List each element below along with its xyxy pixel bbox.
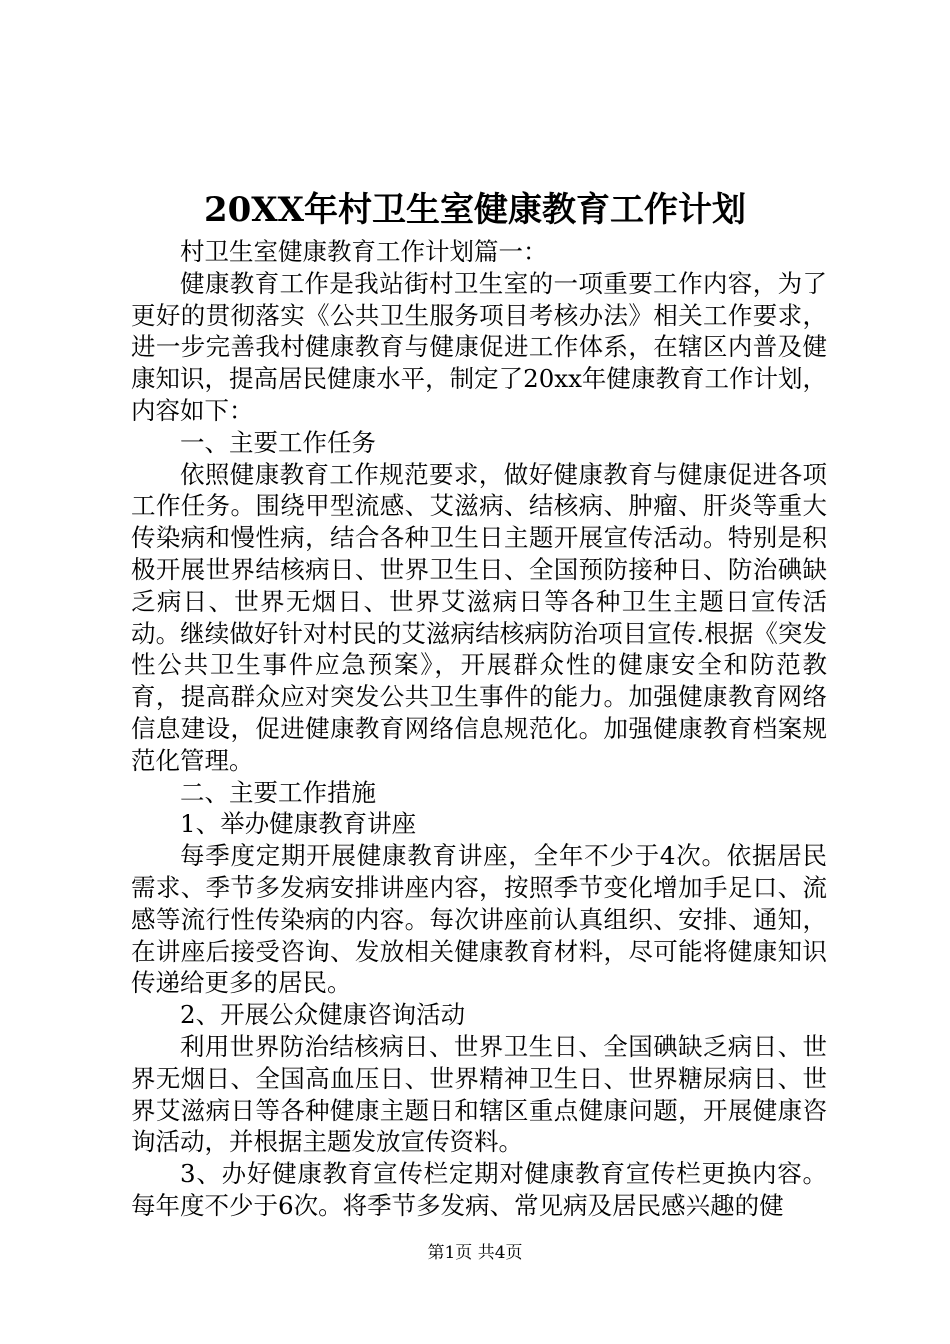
page-footer bbox=[0, 1241, 950, 1265]
item-1-paragraph: 每季度定期开展健康教育讲座，全年不少于4次。依据居民需求、季节多发病安排讲座内容，按照季节变化增加手足口、流感等流行性传染病的内容。每次讲座前认真组织、安排、通知，在讲座后接受咨询、发放相关健康教育材料，尽可能将健康知识传递给更多的居民。 bbox=[131, 841, 827, 998]
document-title: 20XX年村卫生室健康教育工作计划 bbox=[203, 190, 747, 230]
section-2-heading: 二、主要工作措施 bbox=[180, 777, 376, 807]
intro-paragraph: 健康教育工作是我站街村卫生室的一项重要工作内容，为了更好的贯彻落实《公共卫生服务项目考核办法》相关工作要求，进一步完善我村健康教育与健康促进工作体系，在辖区内普及健康知识，提高居民健康水平，制定了20xx年健康教育工作计划，内容如下： bbox=[131, 268, 827, 425]
item-2-heading: 2、开展公众健康咨询活动 bbox=[180, 1000, 466, 1030]
item-2-paragraph: 利用世界防治结核病日、世界卫生日、全国碘缺乏病日、世界无烟日、全国高血压日、世界精神卫生日、世界糖尿病日、世界艾滋病日等各种健康主题日和辖区重点健康问题，开展健康咨询活动，并根据主题发放宣传资料。 bbox=[131, 1031, 827, 1157]
intro-heading: 村卫生室健康教育工作计划篇一： bbox=[180, 237, 548, 266]
item-1-heading: 1、举办健康教育讲座 bbox=[180, 809, 417, 839]
page-number: 第1页 共4页 bbox=[427, 1243, 523, 1263]
section-1-paragraph: 依照健康教育工作规范要求，做好健康教育与健康促进各项工作任务。围绕甲型流感、艾滋病、结核病、肿瘤、肝炎等重大传染病和慢性病，结合各种卫生日主题开展宣传活动。特别是积极开展世界结核病日、世界卫生日、全国预防接种日、防治碘缺乏病日、世界无烟日、世界艾滋病日等各种卫生主题日宣传活动。继续做好针对村民的艾滋病结核病防治项目宣传.根据《突发性公共卫生事件应急预案》，开展群众性的健康安全和防范教育，提高群众应对突发公共卫生事件的能力。加强健康教育网络信息建设，促进健康教育网络信息规范化。加强健康教育档案规范化管理。 bbox=[131, 459, 827, 775]
document-body bbox=[131, 236, 827, 1222]
item-3-paragraph: 3、办好健康教育宣传栏定期对健康教育宣传栏更换内容。每年度不少于6次。将季节多发病、常见病及居民感兴趣的健 bbox=[131, 1159, 827, 1220]
section-1-heading: 一、主要工作任务 bbox=[180, 427, 376, 457]
